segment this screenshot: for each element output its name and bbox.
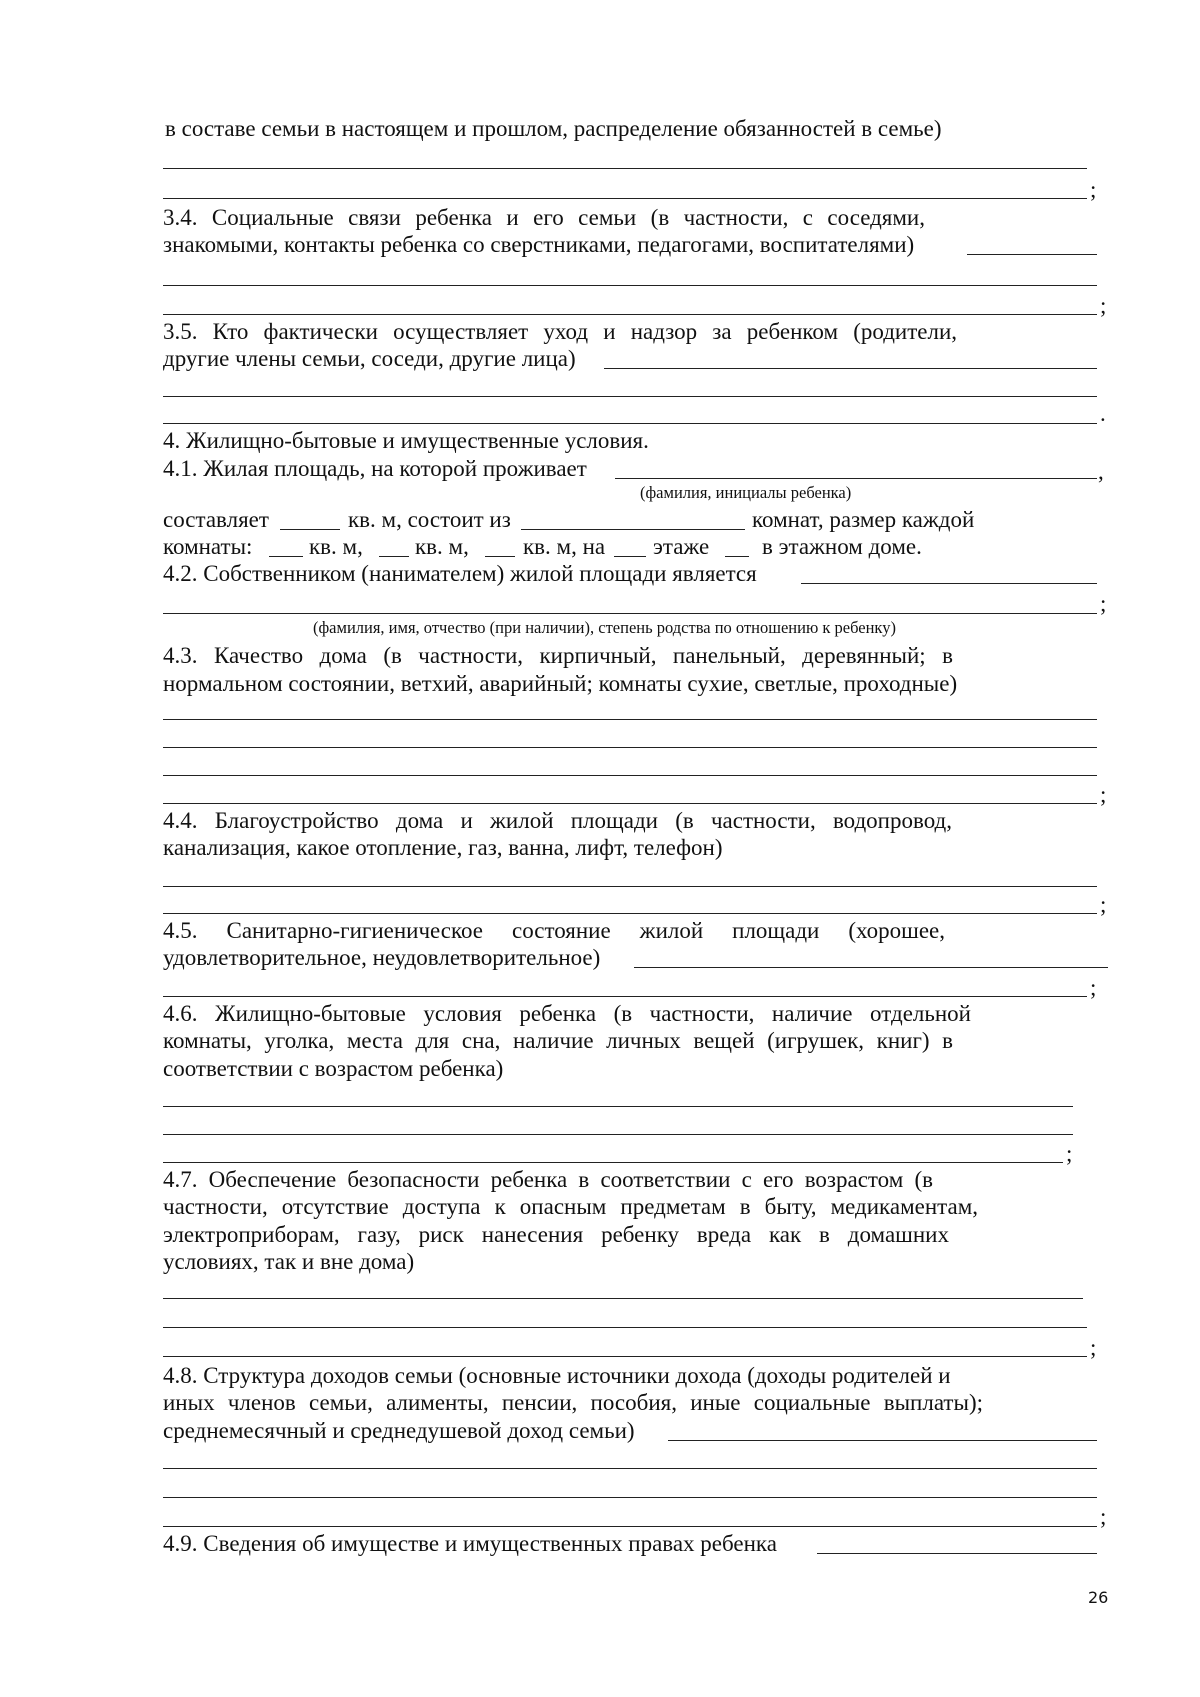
blank-line (163, 1468, 1097, 1469)
text-line: 4.4. Благоустройство дома и жилой площади (в частности, водопровод, (163, 808, 952, 833)
text-line: 4.1. Жилая площадь, на которой проживает (163, 456, 587, 481)
blank-line (163, 314, 1097, 315)
punct-semicolon: ; (1090, 975, 1097, 1000)
text-line: 4.8. Структура доходов семьи (основные источники дохода (доходы родителей и (163, 1363, 951, 1388)
text-fragment: составляет (163, 507, 269, 532)
blank-line (163, 775, 1097, 776)
blank-line (163, 1327, 1087, 1328)
punct-semicolon: ; (1090, 177, 1097, 202)
blank-line (163, 1356, 1087, 1357)
text-line: нормальном состоянии, ветхий, аварийный; комнаты сухие, светлые, проходные) (163, 671, 958, 696)
text-fragment: кв. м, (415, 534, 469, 559)
blank-line (379, 556, 409, 557)
page-number: 26 (1088, 1588, 1109, 1607)
blank-line (604, 368, 1097, 369)
text-line: 4.3. Качество дома (в частности, кирпичный, панельный, деревянный; в (163, 643, 953, 668)
text-line: условиях, так и вне дома) (163, 1249, 415, 1274)
text-line: канализация, какое отопление, газ, ванна, лифт, телефон) (163, 835, 723, 860)
blank-line (163, 913, 1097, 914)
blank-line (163, 719, 1097, 720)
punct-period: . (1100, 401, 1106, 426)
blank-line (163, 996, 1087, 997)
punct-semicolon: ; (1100, 782, 1107, 807)
blank-line (967, 254, 1097, 255)
text-line: иных членов семьи, алименты, пенсии, пособия, иные социальные выплаты); (163, 1390, 983, 1415)
blank-line (725, 556, 749, 557)
text-line: 4.9. Сведения об имуществе и имущественных правах ребенка (163, 1531, 777, 1556)
blank-line (615, 478, 1097, 479)
text-fragment: комнат, размер каждой (752, 507, 975, 532)
blank-line (634, 967, 1108, 968)
text-line: электроприборам, газу, риск нанесения ребенку вреда как в домашних (163, 1222, 949, 1247)
text-fragment: кв. м, состоит из (348, 507, 511, 532)
blank-line (163, 285, 1097, 286)
blank-line (163, 1298, 1083, 1299)
punct-semicolon: ; (1100, 591, 1107, 616)
blank-line (163, 803, 1097, 804)
punct-semicolon: ; (1090, 1335, 1097, 1360)
blank-line (668, 1440, 1097, 1441)
text-line: среднемесячный и среднедушевой доход семьи) (163, 1418, 635, 1443)
section-heading: 4. Жилищно-бытовые и имущественные условия. (163, 428, 649, 453)
text-fragment: в этажном доме. (762, 534, 922, 559)
blank-line (817, 1553, 1097, 1554)
text-line: комнаты, уголка, места для сна, наличие личных вещей (игрушек, книг) в (163, 1028, 953, 1053)
blank-line (163, 1106, 1073, 1107)
text-fragment: кв. м, (309, 534, 363, 559)
text-line: 4.2. Собственником (нанимателем) жилой площади является (163, 561, 757, 586)
blank-line (163, 613, 1097, 614)
text-fragment: комнаты: (163, 534, 253, 559)
punct-semicolon: ; (1100, 892, 1107, 917)
text-line: 3.4. Социальные связи ребенка и его семьи (в частности, с соседями, (163, 205, 925, 230)
blank-line (614, 556, 646, 557)
text-line: в составе семьи в настоящем и прошлом, распределение обязанностей в семье) (165, 116, 942, 141)
blank-line (280, 529, 340, 530)
caption-owner-name: (фамилия, имя, отчество (при наличии), степень родства по отношению к ребенку) (313, 618, 896, 637)
text-line: 3.5. Кто фактически осуществляет уход и надзор за ребенком (родители, (163, 319, 957, 344)
blank-line (163, 1134, 1073, 1135)
blank-line (163, 423, 1097, 424)
text-fragment: кв. м, на (523, 534, 606, 559)
punct-semicolon: ; (1100, 293, 1107, 318)
punct-comma: , (1098, 459, 1104, 484)
punct-semicolon: ; (1066, 1141, 1073, 1166)
blank-line (163, 198, 1087, 199)
text-line: соответствии с возрастом ребенка) (163, 1056, 504, 1081)
text-line: удовлетворительное, неудовлетворительное) (163, 945, 601, 970)
text-line: 4.5. Санитарно-гигиеническое состояние жилой площади (хорошее, (163, 918, 945, 943)
blank-line (269, 556, 303, 557)
blank-line (163, 168, 1087, 169)
text-line: 4.7. Обеспечение безопасности ребенка в соответствии с его возрастом (в (163, 1167, 933, 1192)
text-line: частности, отсутствие доступа к опасным предметам в быту, медикаментам, (163, 1194, 978, 1219)
blank-line (521, 529, 745, 530)
text-fragment: этаже (653, 534, 710, 559)
blank-line (163, 396, 1097, 397)
blank-line (163, 747, 1097, 748)
punct-semicolon: ; (1100, 1504, 1107, 1529)
text-line: знакомыми, контакты ребенка со сверстниками, педагогами, воспитателями) (163, 232, 915, 257)
caption-child-name: (фамилия, инициалы ребенка) (640, 483, 852, 502)
text-line: 4.6. Жилищно-бытовые условия ребенка (в частности, наличие отдельной (163, 1001, 971, 1026)
text-line: другие члены семьи, соседи, другие лица) (163, 346, 576, 371)
blank-line (485, 556, 515, 557)
blank-line (163, 1526, 1097, 1527)
blank-line (801, 583, 1097, 584)
blank-line (163, 1497, 1097, 1498)
blank-line (163, 886, 1097, 887)
blank-line (163, 1162, 1063, 1163)
